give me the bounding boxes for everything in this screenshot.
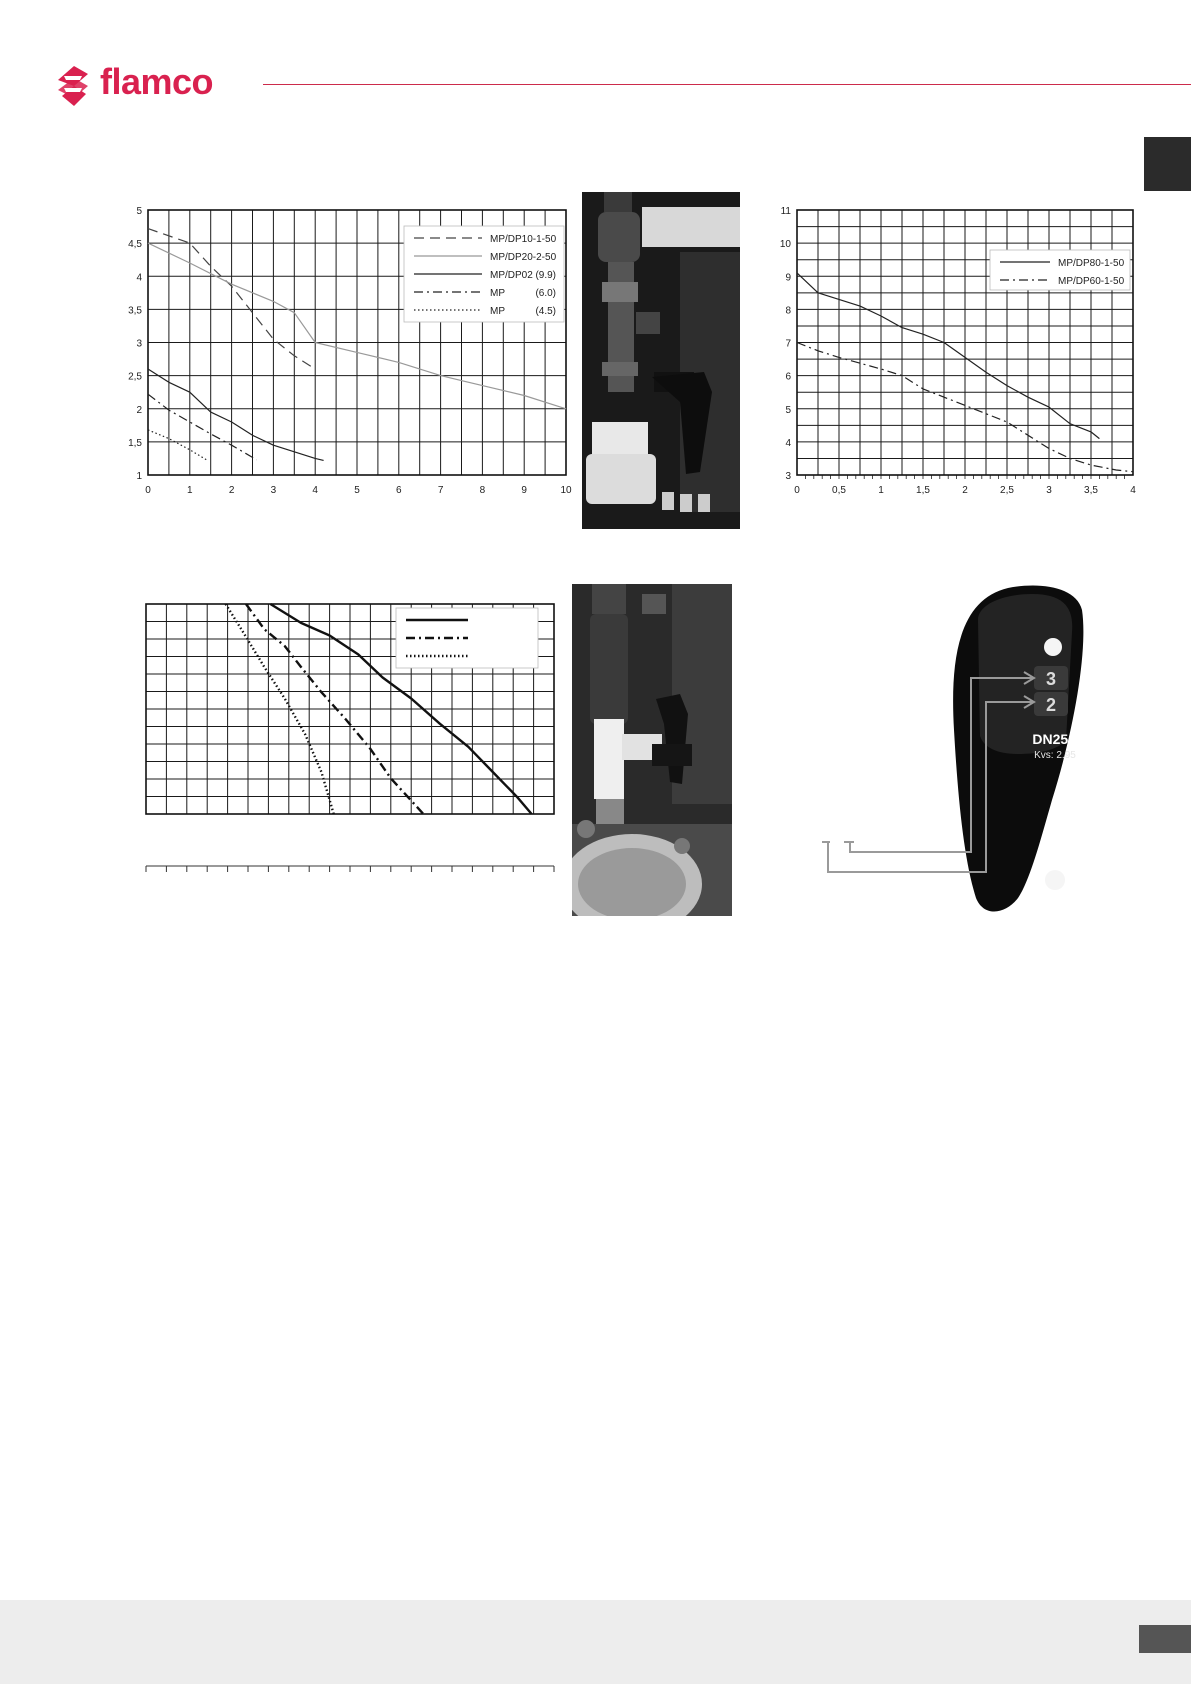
legend-label: MP — [490, 306, 505, 317]
y-tick-label: 8 — [785, 305, 791, 317]
x-tick-label: 0 — [145, 485, 151, 496]
x-tick-label: 2 — [228, 485, 235, 496]
page-number-tab — [1139, 1625, 1191, 1653]
x-tick-label: 5 — [354, 485, 360, 496]
valve-setting-label — [818, 580, 1118, 920]
x-tick-label: 7 — [437, 485, 444, 496]
valve-pump-photo — [572, 584, 732, 916]
valve-assembly-photo — [582, 192, 740, 529]
legend-value: (6.0) — [535, 288, 556, 299]
y-tick-label: 3 — [136, 338, 142, 350]
page-footer — [0, 1600, 1191, 1684]
x-tick-label: 6 — [396, 485, 402, 496]
legend-label: MP — [490, 288, 505, 299]
y-tick-label: 4,5 — [128, 239, 142, 251]
legend-label: MP/DP80-1-50 — [1058, 258, 1125, 269]
handle-hole-bottom — [1045, 870, 1065, 890]
setting-number-bottom: 2 — [1045, 695, 1057, 715]
series-line-5 — [148, 430, 207, 460]
header-rule — [263, 84, 1191, 85]
x-tick-label: 1 — [878, 485, 884, 496]
chart-1 — [116, 198, 572, 503]
legend-label: MP/DP02 — [490, 270, 533, 281]
series-line-3 — [148, 369, 324, 460]
x-tick-label: 1,5 — [916, 485, 930, 496]
x-tick-label: 2,5 — [1000, 485, 1014, 496]
x-tick-label: 4 — [1130, 485, 1136, 496]
y-tick-label: 7 — [785, 338, 791, 350]
x-tick-label: 1 — [187, 485, 193, 496]
x-tick-label: 3 — [270, 485, 277, 496]
chart-2 — [775, 198, 1141, 503]
y-tick-label: 4 — [136, 272, 142, 284]
chart-3 — [130, 596, 560, 878]
brand-name: flamco — [100, 61, 214, 102]
y-tick-label: 1,5 — [128, 437, 142, 449]
handle-hole-top — [1044, 638, 1062, 656]
section-tab — [1144, 137, 1191, 191]
y-tick-label: 5 — [136, 206, 142, 217]
setting-number-top: 3 — [1045, 669, 1057, 689]
x-tick-label: 2 — [962, 485, 968, 496]
legend-label: MP/DP60-1-50 — [1058, 276, 1125, 287]
y-tick-label: 6 — [785, 371, 791, 383]
flamco-logo-mark-icon — [58, 66, 88, 106]
x-tick-label: 8 — [479, 485, 486, 496]
y-tick-label: 3 — [785, 471, 791, 482]
series-line-1 — [797, 273, 1099, 439]
x-tick-label: 0 — [794, 485, 800, 496]
y-tick-label: 1 — [136, 471, 142, 482]
y-tick-label: 5 — [785, 404, 791, 416]
legend-label: MP/DP10-1-50 — [490, 234, 557, 245]
y-tick-label: 9 — [785, 272, 791, 284]
x-tick-label: 10 — [560, 485, 572, 496]
valve-kvs: Kvs: 2.95 — [1034, 750, 1076, 761]
x-tick-label: 9 — [521, 485, 527, 496]
x-tick-label: 4 — [312, 485, 318, 496]
y-tick-label: 11 — [780, 206, 791, 217]
legend-value: (9.9) — [535, 270, 556, 281]
y-tick-label: 4 — [785, 437, 791, 449]
y-tick-label: 2,5 — [128, 371, 142, 383]
valve-model: DN25S — [1032, 731, 1078, 747]
legend-label: MP/DP20-2-50 — [490, 252, 557, 263]
y-tick-label: 2 — [136, 404, 142, 416]
legend-value: (4.5) — [535, 306, 556, 317]
x-tick-label: 3,5 — [1084, 485, 1098, 496]
x-tick-label: 3 — [1046, 485, 1052, 496]
x-tick-label: 0,5 — [832, 485, 846, 496]
y-tick-label: 10 — [779, 239, 791, 251]
y-tick-label: 3,5 — [128, 305, 142, 317]
